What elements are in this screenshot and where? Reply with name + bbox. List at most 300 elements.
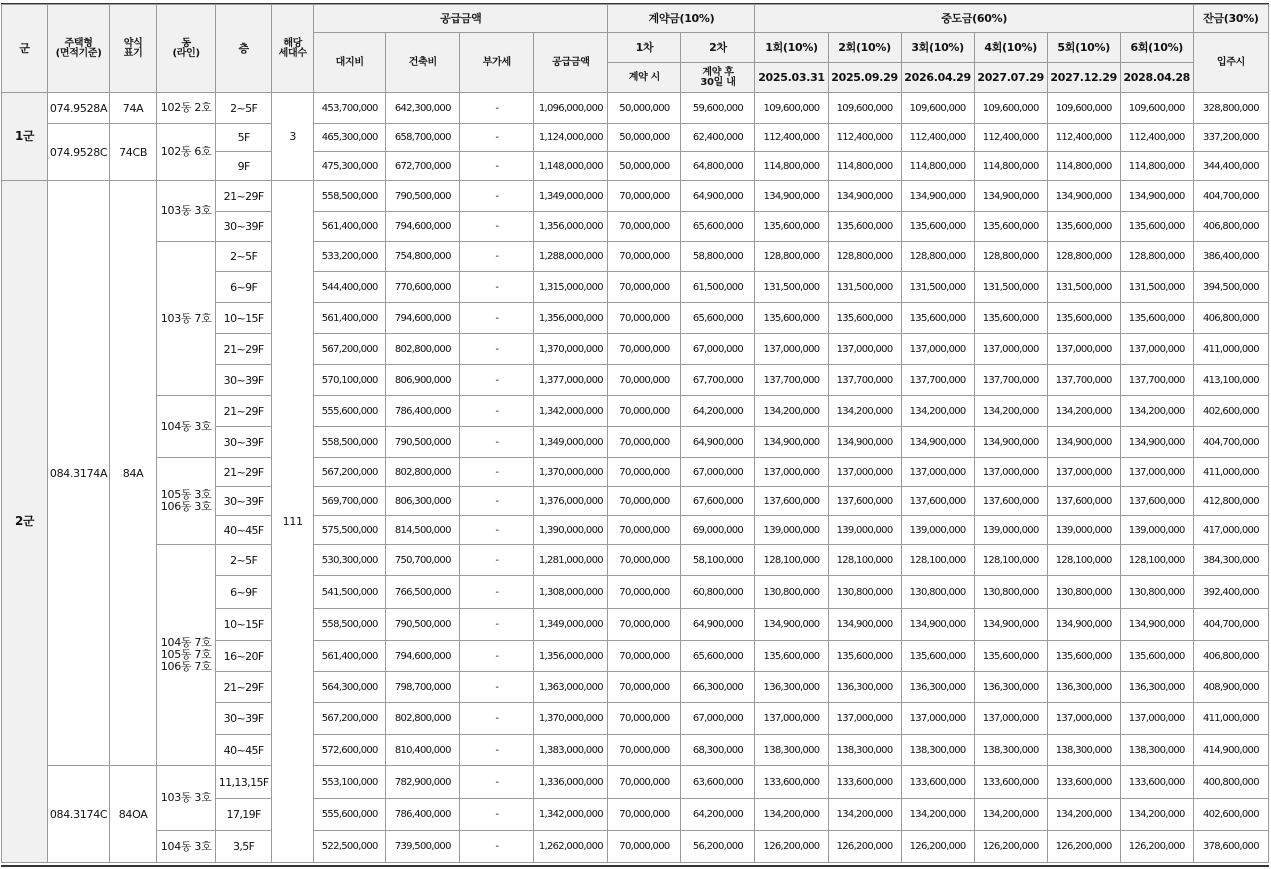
interim-payment: 133,600,000 xyxy=(1120,766,1193,799)
supply-total: 1,315,000,000 xyxy=(534,272,608,303)
interim-payment: 134,200,000 xyxy=(1047,799,1120,831)
floor-range: 16~20F xyxy=(216,641,272,672)
interim-payment: 138,300,000 xyxy=(755,735,828,766)
interim-payment: 135,600,000 xyxy=(755,212,828,242)
balance: 414,900,000 xyxy=(1193,735,1268,766)
land-cost: 558,500,000 xyxy=(314,609,386,641)
deposit-2: 65,600,000 xyxy=(681,641,755,672)
supply-total: 1,349,000,000 xyxy=(534,427,608,458)
interim-payment: 135,600,000 xyxy=(901,212,974,242)
vat: - xyxy=(460,799,534,831)
interim-payment: 134,900,000 xyxy=(828,427,901,458)
land-cost: 558,500,000 xyxy=(314,427,386,458)
interim-payment: 134,900,000 xyxy=(755,427,828,458)
header-supply-amount: 공급금액 xyxy=(314,5,608,33)
interim-payment: 138,300,000 xyxy=(828,735,901,766)
deposit-1: 70,000,000 xyxy=(608,396,681,427)
land-cost: 555,600,000 xyxy=(314,396,386,427)
floor-range: 5F xyxy=(216,124,272,152)
building-line-label: 103동 3호 xyxy=(160,204,212,217)
floor-range: 30~39F xyxy=(216,365,272,396)
deposit-2: 64,800,000 xyxy=(681,152,755,181)
building-line-label: 105동 3호 xyxy=(160,488,212,501)
floor-range: 10~15F xyxy=(216,609,272,641)
land-cost: 522,500,000 xyxy=(314,831,386,863)
interim-payment: 137,000,000 xyxy=(901,458,974,487)
balance: 386,400,000 xyxy=(1193,242,1268,272)
interim-payment: 137,700,000 xyxy=(901,365,974,396)
interim-payment: 134,900,000 xyxy=(974,181,1047,212)
header-interim: 중도금(60%) xyxy=(755,5,1193,33)
deposit-1: 70,000,000 xyxy=(608,487,681,516)
table-body xyxy=(2,93,1269,863)
interim-payment: 135,600,000 xyxy=(755,641,828,672)
land-cost: 553,100,000 xyxy=(314,766,386,799)
supply-total: 1,370,000,000 xyxy=(534,458,608,487)
building-cost: 802,800,000 xyxy=(386,334,460,365)
header-supply-total: 공급금액 xyxy=(534,33,608,93)
header-interim-date: 2025.03.31 xyxy=(755,63,828,93)
header-balance-when: 입주시 xyxy=(1193,33,1268,93)
interim-payment: 128,100,000 xyxy=(828,545,901,576)
interim-payment: 112,400,000 xyxy=(901,124,974,152)
interim-payment: 114,800,000 xyxy=(828,152,901,181)
building-line-label: 104동 7호 xyxy=(160,636,212,649)
interim-payment: 112,400,000 xyxy=(1047,124,1120,152)
interim-payment: 134,900,000 xyxy=(1120,181,1193,212)
interim-payment: 137,000,000 xyxy=(755,703,828,735)
interim-payment: 126,200,000 xyxy=(974,831,1047,863)
land-cost: 558,500,000 xyxy=(314,181,386,212)
land-cost: 564,300,000 xyxy=(314,672,386,703)
balance: 337,200,000 xyxy=(1193,124,1268,152)
interim-payment: 137,000,000 xyxy=(828,458,901,487)
interim-payment: 112,400,000 xyxy=(828,124,901,152)
vat: - xyxy=(460,458,534,487)
vat: - xyxy=(460,181,534,212)
supply-total: 1,342,000,000 xyxy=(534,396,608,427)
interim-payment: 130,800,000 xyxy=(1047,576,1120,609)
balance: 413,100,000 xyxy=(1193,365,1268,396)
building-cost: 810,400,000 xyxy=(386,735,460,766)
deposit-2: 65,600,000 xyxy=(681,212,755,242)
supply-total: 1,124,000,000 xyxy=(534,124,608,152)
vat: - xyxy=(460,641,534,672)
interim-payment: 130,800,000 xyxy=(755,576,828,609)
table-row xyxy=(2,458,1269,487)
interim-payment: 134,900,000 xyxy=(1047,181,1120,212)
header-interim-date: 2028.04.28 xyxy=(1120,63,1193,93)
balance: 411,000,000 xyxy=(1193,458,1268,487)
vat: - xyxy=(460,242,534,272)
deposit-2: 66,300,000 xyxy=(681,672,755,703)
header-floor: 층 xyxy=(216,5,272,93)
vat: - xyxy=(460,93,534,124)
interim-payment: 134,200,000 xyxy=(755,799,828,831)
interim-payment: 136,300,000 xyxy=(974,672,1047,703)
header-land-cost: 대지비 xyxy=(314,33,386,93)
building-line-label: 105동 7호 xyxy=(160,648,212,661)
header-deposit-2-when: 계약 후 30일 내 xyxy=(681,63,755,93)
land-cost: 555,600,000 xyxy=(314,799,386,831)
interim-payment: 135,600,000 xyxy=(901,303,974,334)
floor-range: 30~39F xyxy=(216,703,272,735)
table-row xyxy=(2,396,1269,427)
table-row xyxy=(2,124,1269,152)
interim-payment: 128,100,000 xyxy=(901,545,974,576)
interim-payment: 109,600,000 xyxy=(755,93,828,124)
building-line-label: 102동 2호 xyxy=(160,101,212,114)
balance: 378,600,000 xyxy=(1193,831,1268,863)
vat: - xyxy=(460,672,534,703)
land-cost: 569,700,000 xyxy=(314,487,386,516)
vat: - xyxy=(460,487,534,516)
balance: 344,400,000 xyxy=(1193,152,1268,181)
interim-payment: 133,600,000 xyxy=(1047,766,1120,799)
interim-payment: 109,600,000 xyxy=(974,93,1047,124)
building-cost: 814,500,000 xyxy=(386,516,460,545)
deposit-2: 61,500,000 xyxy=(681,272,755,303)
balance: 406,800,000 xyxy=(1193,303,1268,334)
type-mark: 84OA xyxy=(110,766,157,863)
interim-payment: 137,700,000 xyxy=(1047,365,1120,396)
interim-payment: 134,200,000 xyxy=(1047,396,1120,427)
floor-range: 2~5F xyxy=(216,545,272,576)
deposit-1: 70,000,000 xyxy=(608,609,681,641)
interim-payment: 128,800,000 xyxy=(755,242,828,272)
balance: 402,600,000 xyxy=(1193,396,1268,427)
vat: - xyxy=(460,365,534,396)
interim-payment: 135,600,000 xyxy=(828,212,901,242)
deposit-2: 67,000,000 xyxy=(681,703,755,735)
interim-payment: 130,800,000 xyxy=(828,576,901,609)
supply-total: 1,349,000,000 xyxy=(534,609,608,641)
deposit-1: 70,000,000 xyxy=(608,272,681,303)
interim-payment: 134,900,000 xyxy=(901,181,974,212)
interim-payment: 134,900,000 xyxy=(1120,427,1193,458)
land-cost: 567,200,000 xyxy=(314,334,386,365)
interim-payment: 134,900,000 xyxy=(828,609,901,641)
interim-payment: 109,600,000 xyxy=(1120,93,1193,124)
floor-range: 9F xyxy=(216,152,272,181)
deposit-2: 64,900,000 xyxy=(681,427,755,458)
deposit-1: 70,000,000 xyxy=(608,334,681,365)
building-line-label: 102동 6호 xyxy=(160,145,212,158)
header-interim-round: 5회(10%) xyxy=(1047,33,1120,63)
interim-payment: 138,300,000 xyxy=(1120,735,1193,766)
interim-payment: 137,000,000 xyxy=(828,334,901,365)
deposit-2: 63,600,000 xyxy=(681,766,755,799)
balance: 402,600,000 xyxy=(1193,799,1268,831)
land-cost: 570,100,000 xyxy=(314,365,386,396)
floor-range: 6~9F xyxy=(216,272,272,303)
interim-payment: 131,500,000 xyxy=(901,272,974,303)
building-line-label: 103동 3호 xyxy=(160,791,212,804)
deposit-1: 70,000,000 xyxy=(608,672,681,703)
vat: - xyxy=(460,212,534,242)
building-line-label: 106동 7호 xyxy=(160,660,212,673)
supply-total: 1,342,000,000 xyxy=(534,799,608,831)
building-cost: 770,600,000 xyxy=(386,272,460,303)
supply-total: 1,370,000,000 xyxy=(534,703,608,735)
type-mark: 74A xyxy=(110,93,157,124)
balance: 404,700,000 xyxy=(1193,181,1268,212)
building-cost: 672,700,000 xyxy=(386,152,460,181)
building-cost: 794,600,000 xyxy=(386,641,460,672)
building-cost: 786,400,000 xyxy=(386,799,460,831)
interim-payment: 135,600,000 xyxy=(1047,641,1120,672)
deposit-1: 70,000,000 xyxy=(608,212,681,242)
building-line xyxy=(157,545,216,766)
interim-payment: 139,000,000 xyxy=(828,516,901,545)
land-cost: 567,200,000 xyxy=(314,703,386,735)
balance: 406,800,000 xyxy=(1193,212,1268,242)
interim-payment: 128,100,000 xyxy=(1047,545,1120,576)
table-row xyxy=(2,242,1269,272)
interim-payment: 136,300,000 xyxy=(1120,672,1193,703)
building-line-label: 106동 3호 xyxy=(160,500,212,513)
interim-payment: 139,000,000 xyxy=(1047,516,1120,545)
supply-total: 1,336,000,000 xyxy=(534,766,608,799)
interim-payment: 134,900,000 xyxy=(1120,609,1193,641)
vat: - xyxy=(460,396,534,427)
group-label: 2군 xyxy=(2,181,48,863)
interim-payment: 133,600,000 xyxy=(974,766,1047,799)
interim-payment: 135,600,000 xyxy=(1047,303,1120,334)
supply-total: 1,096,000,000 xyxy=(534,93,608,124)
supply-total: 1,281,000,000 xyxy=(534,545,608,576)
interim-payment: 138,300,000 xyxy=(974,735,1047,766)
interim-payment: 135,600,000 xyxy=(974,303,1047,334)
vat: - xyxy=(460,124,534,152)
interim-payment: 134,200,000 xyxy=(901,799,974,831)
deposit-1: 70,000,000 xyxy=(608,703,681,735)
vat: - xyxy=(460,576,534,609)
floor-range: 2~5F xyxy=(216,242,272,272)
interim-payment: 134,900,000 xyxy=(828,181,901,212)
interim-payment: 136,300,000 xyxy=(901,672,974,703)
land-cost: 575,500,000 xyxy=(314,516,386,545)
deposit-1: 70,000,000 xyxy=(608,766,681,799)
header-interim-date: 2025.09.29 xyxy=(828,63,901,93)
deposit-2: 58,800,000 xyxy=(681,242,755,272)
interim-payment: 137,000,000 xyxy=(901,334,974,365)
interim-payment: 137,600,000 xyxy=(755,487,828,516)
interim-payment: 137,000,000 xyxy=(755,334,828,365)
balance: 408,900,000 xyxy=(1193,672,1268,703)
supply-total: 1,383,000,000 xyxy=(534,735,608,766)
vat: - xyxy=(460,303,534,334)
interim-payment: 135,600,000 xyxy=(974,212,1047,242)
interim-payment: 126,200,000 xyxy=(755,831,828,863)
building-cost: 786,400,000 xyxy=(386,396,460,427)
balance: 404,700,000 xyxy=(1193,427,1268,458)
supply-total: 1,363,000,000 xyxy=(534,672,608,703)
floor-range: 40~45F xyxy=(216,735,272,766)
interim-payment: 137,600,000 xyxy=(1120,487,1193,516)
table-row xyxy=(2,831,1269,863)
floor-range: 17,19F xyxy=(216,799,272,831)
interim-payment: 114,800,000 xyxy=(1047,152,1120,181)
vat: - xyxy=(460,272,534,303)
header-deposit: 계약금(10%) xyxy=(608,5,755,33)
household-count: 3 xyxy=(272,93,314,181)
house-type: 084.3174C xyxy=(48,766,110,863)
interim-payment: 128,100,000 xyxy=(1120,545,1193,576)
building-line xyxy=(157,124,216,181)
interim-payment: 134,900,000 xyxy=(974,427,1047,458)
header-interim-round: 4회(10%) xyxy=(974,33,1047,63)
deposit-2: 64,200,000 xyxy=(681,799,755,831)
interim-payment: 130,800,000 xyxy=(901,576,974,609)
land-cost: 453,700,000 xyxy=(314,93,386,124)
interim-payment: 130,800,000 xyxy=(974,576,1047,609)
land-cost: 561,400,000 xyxy=(314,641,386,672)
deposit-1: 70,000,000 xyxy=(608,831,681,863)
deposit-2: 56,200,000 xyxy=(681,831,755,863)
header-house-type: 주택형 (면적기준) xyxy=(48,5,110,93)
deposit-2: 67,600,000 xyxy=(681,487,755,516)
interim-payment: 136,300,000 xyxy=(1047,672,1120,703)
header-balance: 잔금(30%) xyxy=(1193,5,1268,33)
header-households: 해당 세대수 xyxy=(272,5,314,93)
interim-payment: 137,000,000 xyxy=(1047,703,1120,735)
interim-payment: 114,800,000 xyxy=(755,152,828,181)
interim-payment: 137,600,000 xyxy=(828,487,901,516)
land-cost: 533,200,000 xyxy=(314,242,386,272)
header-deposit-1: 1차 xyxy=(608,33,681,63)
floor-range: 30~39F xyxy=(216,212,272,242)
interim-payment: 128,100,000 xyxy=(974,545,1047,576)
building-line xyxy=(157,831,216,863)
building-cost: 766,500,000 xyxy=(386,576,460,609)
deposit-2: 60,800,000 xyxy=(681,576,755,609)
land-cost: 544,400,000 xyxy=(314,272,386,303)
interim-payment: 112,400,000 xyxy=(1120,124,1193,152)
interim-payment: 137,000,000 xyxy=(828,703,901,735)
land-cost: 475,300,000 xyxy=(314,152,386,181)
balance: 392,400,000 xyxy=(1193,576,1268,609)
interim-payment: 137,600,000 xyxy=(1047,487,1120,516)
deposit-1: 50,000,000 xyxy=(608,152,681,181)
header-deposit-1-when: 계약 시 xyxy=(608,63,681,93)
group-label: 1군 xyxy=(2,93,48,181)
vat: - xyxy=(460,516,534,545)
interim-payment: 131,500,000 xyxy=(755,272,828,303)
deposit-1: 70,000,000 xyxy=(608,365,681,396)
building-cost: 754,800,000 xyxy=(386,242,460,272)
interim-payment: 128,800,000 xyxy=(974,242,1047,272)
vat: - xyxy=(460,152,534,181)
interim-payment: 137,000,000 xyxy=(1120,458,1193,487)
header-interim-round: 1회(10%) xyxy=(755,33,828,63)
header-group: 군 xyxy=(2,5,48,93)
interim-payment: 131,500,000 xyxy=(1047,272,1120,303)
interim-payment: 126,200,000 xyxy=(901,831,974,863)
building-line xyxy=(157,93,216,124)
deposit-2: 64,200,000 xyxy=(681,396,755,427)
interim-payment: 130,800,000 xyxy=(1120,576,1193,609)
interim-payment: 114,800,000 xyxy=(974,152,1047,181)
floor-range: 11,13,15F xyxy=(216,766,272,799)
interim-payment: 135,600,000 xyxy=(1047,212,1120,242)
building-line-label: 104동 3호 xyxy=(160,839,212,853)
balance: 384,300,000 xyxy=(1193,545,1268,576)
header-building-line: 동 (라인) xyxy=(157,5,216,93)
balance: 412,800,000 xyxy=(1193,487,1268,516)
land-cost: 465,300,000 xyxy=(314,124,386,152)
floor-range: 30~39F xyxy=(216,427,272,458)
building-line xyxy=(157,242,216,396)
interim-payment: 137,000,000 xyxy=(974,458,1047,487)
type-mark: 84A xyxy=(110,181,157,766)
interim-payment: 109,600,000 xyxy=(828,93,901,124)
interim-payment: 134,200,000 xyxy=(828,799,901,831)
vat: - xyxy=(460,831,534,863)
deposit-2: 58,100,000 xyxy=(681,545,755,576)
balance: 394,500,000 xyxy=(1193,272,1268,303)
interim-payment: 137,000,000 xyxy=(755,458,828,487)
interim-payment: 139,000,000 xyxy=(974,516,1047,545)
land-cost: 561,400,000 xyxy=(314,212,386,242)
vat: - xyxy=(460,609,534,641)
balance: 400,800,000 xyxy=(1193,766,1268,799)
interim-payment: 134,200,000 xyxy=(901,396,974,427)
interim-payment: 139,000,000 xyxy=(901,516,974,545)
deposit-1: 70,000,000 xyxy=(608,735,681,766)
floor-range: 21~29F xyxy=(216,458,272,487)
building-cost: 750,700,000 xyxy=(386,545,460,576)
floor-range: 21~29F xyxy=(216,181,272,212)
interim-payment: 134,200,000 xyxy=(974,799,1047,831)
interim-payment: 137,000,000 xyxy=(1120,703,1193,735)
house-type: 074.9528A xyxy=(48,93,110,124)
header-interim-date: 2027.12.29 xyxy=(1047,63,1120,93)
interim-payment: 128,800,000 xyxy=(1047,242,1120,272)
land-cost: 561,400,000 xyxy=(314,303,386,334)
interim-payment: 133,600,000 xyxy=(755,766,828,799)
interim-payment: 128,800,000 xyxy=(828,242,901,272)
vat: - xyxy=(460,735,534,766)
interim-payment: 139,000,000 xyxy=(755,516,828,545)
household-count: 111 xyxy=(272,181,314,863)
deposit-2: 68,300,000 xyxy=(681,735,755,766)
deposit-1: 70,000,000 xyxy=(608,516,681,545)
interim-payment: 136,300,000 xyxy=(755,672,828,703)
deposit-1: 70,000,000 xyxy=(608,303,681,334)
supply-price-table xyxy=(1,4,1269,863)
table-row xyxy=(2,545,1269,576)
building-cost: 794,600,000 xyxy=(386,212,460,242)
interim-payment: 112,400,000 xyxy=(974,124,1047,152)
vat: - xyxy=(460,766,534,799)
interim-payment: 137,000,000 xyxy=(1047,334,1120,365)
interim-payment: 114,800,000 xyxy=(901,152,974,181)
interim-payment: 134,900,000 xyxy=(901,609,974,641)
interim-payment: 137,600,000 xyxy=(974,487,1047,516)
interim-payment: 135,600,000 xyxy=(828,641,901,672)
header-interim-date: 2027.07.29 xyxy=(974,63,1047,93)
interim-payment: 137,000,000 xyxy=(901,703,974,735)
land-cost: 572,600,000 xyxy=(314,735,386,766)
interim-payment: 139,000,000 xyxy=(1120,516,1193,545)
floor-range: 2~5F xyxy=(216,93,272,124)
interim-payment: 134,900,000 xyxy=(755,181,828,212)
building-cost: 790,500,000 xyxy=(386,427,460,458)
building-cost: 806,900,000 xyxy=(386,365,460,396)
interim-payment: 134,200,000 xyxy=(974,396,1047,427)
interim-payment: 114,800,000 xyxy=(1120,152,1193,181)
